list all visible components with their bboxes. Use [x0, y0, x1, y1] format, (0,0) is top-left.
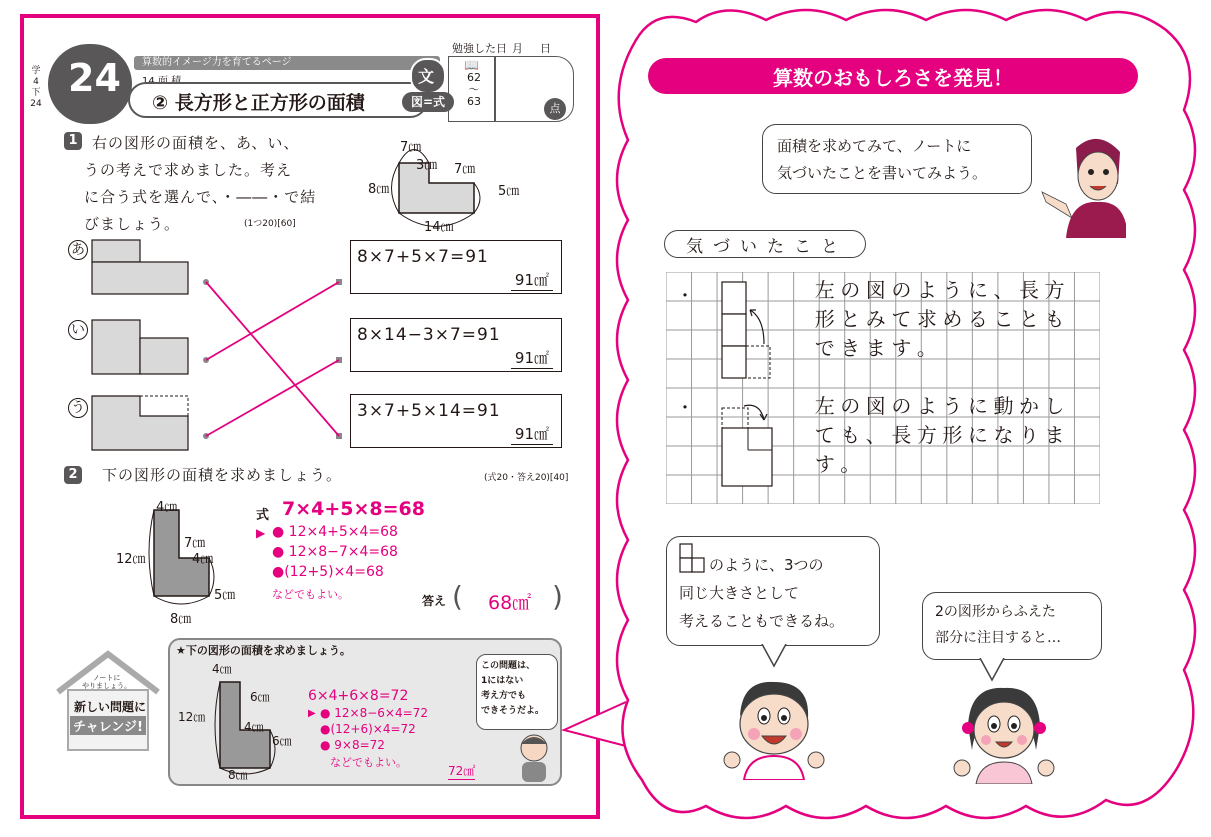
notice-char: 左 — [814, 278, 835, 302]
q1-dim-left — [392, 163, 400, 213]
q1-label-left: 8㎝ — [368, 182, 390, 197]
challenge-speech-3: 考え方でも — [481, 691, 527, 701]
side-code-2: 下 — [31, 88, 41, 98]
q2-formula: 7×4+5×8=68 — [282, 498, 426, 520]
notice-char: 方 — [916, 423, 937, 447]
notice-char: 求 — [916, 307, 937, 331]
notice-char: 形 — [814, 307, 835, 331]
notice-label-text: 気づいたこと — [686, 237, 848, 257]
date-divider — [494, 56, 496, 122]
notice-char: め — [942, 307, 963, 331]
study-date-label: 勉強した日 — [452, 42, 507, 55]
option-mark-a: あ — [68, 240, 88, 260]
pages-ref — [462, 72, 486, 108]
q1-line-1: 右の図形の面積を、あ、い、 — [92, 134, 300, 152]
challenge-formula: 6×4+6×8=72 — [308, 688, 409, 704]
answer-3-equation: 3×7+5×14=91 — [357, 401, 501, 421]
q2-alt-arrow: ▶ — [256, 526, 266, 540]
notice-char: き — [840, 336, 861, 360]
teacher-character — [1036, 128, 1126, 238]
badge-top-text: 文 — [418, 67, 435, 86]
side-code-0: 学 — [31, 66, 41, 76]
answer-box-3 — [350, 394, 562, 448]
notice-char: と — [840, 307, 861, 331]
q1-line-4: びましょう。 — [84, 215, 181, 233]
notice-char: 動 — [993, 394, 1014, 418]
challenge-answer: 72㎠ — [448, 764, 476, 778]
discovery-banner-title: 算数のおもしろさを発見！ — [773, 66, 1013, 90]
notice-diagram-2 — [716, 398, 780, 492]
q1-points: (1つ20)[60] — [244, 219, 296, 229]
q2-answer-paren-l: ( — [452, 580, 463, 613]
q1-dim-right — [474, 183, 480, 213]
notice-bullet-2: ・ — [676, 398, 694, 419]
challenge-label-inner-w: 4㎝ — [244, 720, 264, 734]
notice-char: 図 — [865, 278, 886, 302]
notice-char: て — [891, 307, 912, 331]
q1-label-bottom: 14㎝ — [424, 220, 454, 235]
page-start: 62 — [467, 71, 481, 84]
notice-char: の — [840, 278, 861, 302]
grid-block-icon — [678, 542, 708, 576]
notice-diagram-1 — [718, 278, 778, 388]
notice-char: よ — [916, 278, 937, 302]
girl-speech-bubble — [922, 592, 1102, 660]
option-shape-i — [90, 318, 200, 388]
option-shape-a — [90, 238, 200, 308]
challenge-label-left: 12㎝ — [178, 710, 206, 724]
answer-3-result: 91㎠ — [511, 423, 553, 445]
q1-line-3: に合う式を選んで、・――・で結 — [84, 188, 317, 206]
notice-char: か — [1018, 394, 1039, 418]
q2-answer-label: 答え — [422, 594, 447, 608]
boy-speech-line-1: のように、3つの — [709, 556, 824, 574]
side-code — [30, 66, 42, 110]
answer-box-1 — [350, 240, 562, 294]
notice-char: な — [993, 423, 1014, 447]
notice-char: て — [814, 423, 835, 447]
answer-box-2 — [350, 318, 562, 372]
q2-alt-1: ● 12×4+5×4=68 — [272, 524, 398, 540]
notice-char: も — [840, 423, 861, 447]
boy-character-small — [512, 730, 556, 784]
notice-char: 。 — [840, 452, 861, 476]
q1-number: 1 — [64, 132, 82, 150]
girl-bubble-tail — [978, 658, 1008, 682]
q2-answer: 68㎠ — [488, 592, 532, 614]
notice-char: 、 — [993, 278, 1014, 302]
q2-label-right: 5㎝ — [214, 588, 236, 603]
header-strip: 算数的イメージ力を育てるページ — [134, 56, 440, 70]
q2-label-left: 12㎝ — [116, 552, 146, 567]
q2-text: 下の図形の面積を求めましょう。 — [102, 466, 343, 484]
q2-points: (式20・答え20)[40] — [484, 473, 569, 483]
notice-bullet-1: ・ — [676, 286, 694, 307]
teacher-speech-bubble — [762, 124, 1032, 194]
q2-label-inner-h: 7㎝ — [184, 536, 206, 551]
teacher-speech-line-2: 気づいたことを書いてみよう。 — [777, 164, 988, 182]
challenge-speech-bubble — [476, 654, 558, 730]
challenge-label-bottom: 8㎝ — [228, 768, 248, 782]
notice-char: 方 — [1044, 278, 1065, 302]
challenge-prompt: ★下の図形の面積を求めましょう。 — [176, 644, 351, 657]
q1-label-inner-h: 3㎝ — [416, 158, 438, 173]
challenge-speech-2: 1にはない — [481, 676, 524, 686]
q1-label-right: 5㎝ — [498, 184, 520, 199]
answer-2-result: 91㎠ — [511, 347, 553, 369]
notice-char: 左 — [814, 394, 835, 418]
girl-speech-line-2: 部分に注目すると… — [935, 630, 1061, 646]
notice-char: う — [942, 278, 963, 302]
badge-bottom: 図=式 — [402, 92, 454, 112]
side-code-3: 24 — [30, 99, 42, 109]
q2-alt-2: ● 12×8−7×4=68 — [272, 544, 398, 560]
challenge-alt-1: ● 12×8−6×4=72 — [320, 706, 428, 720]
answer-2-equation: 8×14−3×7=91 — [357, 325, 501, 345]
house-line-2: チャレンジ! — [70, 716, 146, 735]
notice-char: 形 — [942, 423, 963, 447]
lesson-number: 24 — [68, 56, 121, 100]
challenge-alt-2: ●(12+6)×4=72 — [320, 722, 416, 736]
notice-char: ま — [1044, 423, 1065, 447]
house-line-1: 新しい問題に — [74, 700, 147, 714]
notice-char: り — [1018, 423, 1039, 447]
notice-char: し — [1044, 394, 1065, 418]
boy-bubble-tail — [760, 644, 790, 668]
answer-1-equation: 8×7+5×7=91 — [357, 247, 489, 267]
notice-char: の — [840, 394, 861, 418]
side-code-1: 4 — [33, 77, 39, 87]
notice-char: で — [814, 336, 835, 360]
notice-char: す — [891, 336, 912, 360]
challenge-speech-4: できそうだよ。 — [481, 706, 545, 716]
line-i-ans1 — [206, 282, 339, 360]
q2-alt-note: などでもよい。 — [272, 588, 349, 601]
notice-char: と — [1018, 307, 1039, 331]
notice-char: 、 — [865, 423, 886, 447]
match-lines — [194, 248, 354, 448]
challenge-alt-3: ● 9×8=72 — [320, 738, 385, 752]
q2-label-bottom: 8㎝ — [170, 612, 192, 627]
girl-character — [948, 680, 1058, 784]
option-mark-u: う — [68, 398, 88, 418]
q1-line-2: うの考えで求めました。考え — [84, 161, 293, 179]
notice-char: に — [967, 394, 988, 418]
notice-char: す — [814, 452, 835, 476]
score-badge: 点 — [544, 98, 566, 120]
house-small-text: ノートに やりましょう。 — [82, 674, 131, 690]
boy-character — [718, 676, 828, 780]
challenge-alt-note: などでもよい。 — [330, 756, 407, 769]
worksheet-page — [20, 14, 600, 819]
notice-char: 。 — [916, 336, 937, 360]
girl-speech-line-1: 2の図形からふえた — [935, 604, 1056, 620]
teacher-speech-line-1: 面積を求めてみて、ノートに — [777, 137, 972, 155]
page-title: ② 長方形と正方形の面積 — [152, 92, 365, 114]
notice-char: 長 — [1018, 278, 1039, 302]
day-label: 日 — [540, 42, 551, 55]
notice-char: 図 — [865, 394, 886, 418]
notice-char: よ — [916, 394, 937, 418]
option-mark-i: い — [68, 320, 88, 340]
page-end: 63 — [467, 95, 481, 108]
page-sep: 〜 — [468, 83, 480, 96]
challenge-label-inner-h: 6㎝ — [250, 690, 270, 704]
notice-char: に — [967, 278, 988, 302]
notice-char: み — [865, 307, 886, 331]
answer-1-result: 91㎠ — [511, 269, 553, 291]
challenge-label-right: 6㎝ — [272, 734, 292, 748]
line-u-ans2 — [206, 360, 339, 436]
q1-label-top: 7㎝ — [400, 140, 422, 155]
q2-alt-3: ●(12+5)×4=68 — [272, 564, 384, 580]
notice-char: の — [891, 278, 912, 302]
q1-label-inner-w: 7㎝ — [454, 162, 476, 177]
line-a-ans3 — [206, 282, 339, 436]
q2-answer-paren-r: ) — [552, 580, 563, 613]
month-label: 月 — [512, 42, 523, 55]
boy-speech-line-3: 考えることもできるね。 — [679, 612, 845, 630]
q2-label-inner-w: 4㎝ — [192, 552, 214, 567]
notice-char: ま — [865, 336, 886, 360]
notice-char: る — [967, 307, 988, 331]
book-icon: 📖 — [464, 58, 479, 72]
notice-char: こ — [993, 307, 1014, 331]
q2-label-top: 4㎝ — [156, 500, 178, 515]
notice-char: の — [891, 394, 912, 418]
boy-speech-line-2: 同じ大きさとして — [679, 584, 800, 602]
challenge-speech-1: この問題は、 — [481, 661, 536, 671]
challenge-alt-arrow: ▶ — [308, 708, 316, 719]
notice-char: 長 — [891, 423, 912, 447]
q2-number: 2 — [64, 466, 82, 484]
notice-char: う — [942, 394, 963, 418]
option-shape-u — [90, 394, 200, 464]
challenge-label-top: 4㎝ — [212, 662, 232, 676]
q2-formula-label: 式 — [256, 508, 270, 523]
notice-char: も — [1044, 307, 1065, 331]
notice-char: に — [967, 423, 988, 447]
